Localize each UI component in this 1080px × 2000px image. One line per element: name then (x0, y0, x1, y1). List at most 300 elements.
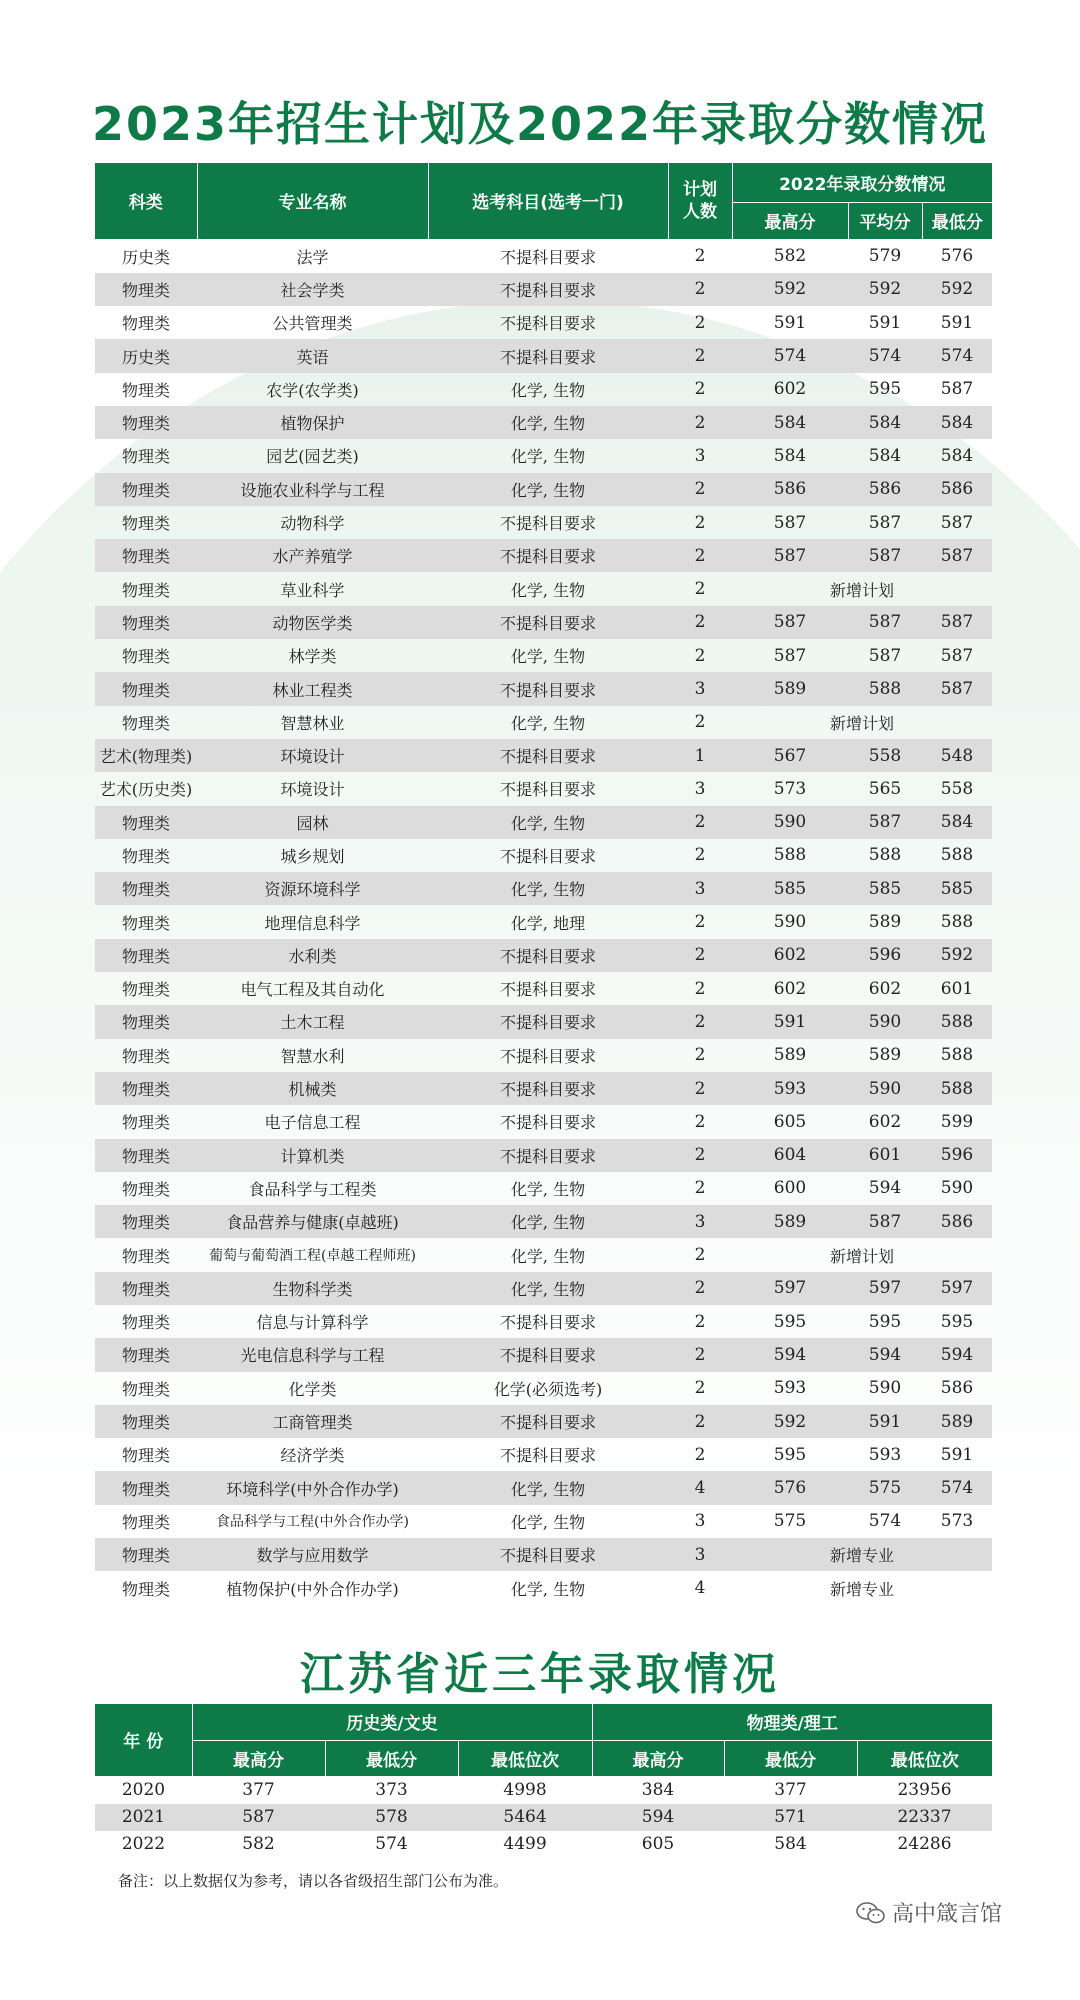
major-cell: 动物科学 (280, 514, 345, 534)
category-cell: 物理类 (95, 939, 197, 972)
table-row (95, 806, 992, 839)
major-cell: 电子信息工程 (264, 1113, 361, 1133)
subject-cell: 不提科目要求 (499, 1046, 596, 1066)
avg-score-cell: 587 (848, 1205, 922, 1238)
phys-rank-cell: 23956 (897, 1780, 952, 1800)
subject-cell: 化学, 生物 (510, 447, 586, 467)
avg-score-cell: 594 (868, 1178, 902, 1199)
subject-cell: 化学, 生物 (428, 473, 668, 506)
plan-count-cell: 2 (668, 339, 732, 372)
major-cell: 社会学类 (197, 273, 428, 306)
table-row (95, 539, 992, 572)
table-row (95, 972, 992, 1005)
min-score-cell: 558 (940, 778, 974, 799)
major-cell: 园艺(园艺类) (266, 447, 359, 467)
phys-min-cell: 571 (724, 1804, 857, 1831)
avg-score-cell: 587 (848, 606, 922, 639)
plan-count-cell: 2 (694, 379, 706, 400)
category-cell: 艺术(历史类) (99, 780, 193, 800)
hist-rank-cell: 4998 (503, 1780, 547, 1800)
category-cell: 物理类 (95, 406, 197, 439)
table-row (95, 406, 992, 439)
major-cell: 动物医学类 (197, 606, 428, 639)
subject-cell: 化学, 生物 (510, 1179, 586, 1199)
min-score-cell: 587 (922, 539, 992, 572)
table-row (95, 1238, 992, 1271)
max-score-cell: 593 (773, 1378, 807, 1399)
major-cell: 城乡规划 (280, 846, 345, 866)
major-cell: 环境设计 (197, 739, 428, 772)
min-score-cell: 586 (922, 473, 992, 506)
category-cell: 物理类 (95, 672, 197, 705)
major-cell: 生物科学类 (197, 1272, 428, 1305)
major-cell: 经济学类 (280, 1446, 345, 1466)
category-cell: 艺术(物理类) (95, 739, 197, 772)
subject-cell: 不提科目要求 (428, 1405, 668, 1438)
min-score-cell: 588 (940, 1045, 974, 1066)
avg-score-cell: 575 (848, 1471, 922, 1504)
avg-score-cell: 596 (848, 939, 922, 972)
plan-count-cell: 2 (668, 1405, 732, 1438)
table-row (95, 939, 992, 972)
plan-count-cell: 2 (694, 1045, 706, 1066)
major-cell: 园林 (197, 806, 428, 839)
hist-max-cell: 582 (242, 1834, 275, 1854)
hist-min-cell: 574 (375, 1834, 408, 1854)
major-cell: 资源环境科学 (197, 872, 428, 905)
max-score-cell: 593 (732, 1072, 848, 1105)
table-row (95, 1039, 992, 1072)
subject-cell: 化学, 生物 (510, 1579, 586, 1599)
plan-count-cell: 2 (694, 1378, 706, 1399)
header-avg-score: 平均分 (848, 202, 922, 239)
avg-score-cell: 597 (848, 1272, 922, 1305)
plan-count-cell: 3 (668, 872, 732, 905)
avg-score-cell: 601 (848, 1139, 922, 1172)
max-score-cell: 567 (732, 739, 848, 772)
avg-score-cell: 584 (848, 406, 922, 439)
avg-score-cell: 593 (868, 1444, 902, 1465)
category-cell: 物理类 (121, 1446, 170, 1466)
subject-cell: 化学(必须选考) (493, 1379, 603, 1399)
plan-count-cell: 2 (668, 539, 732, 572)
avg-score-cell: 587 (848, 539, 922, 572)
major-cell: 草业科学 (280, 580, 345, 600)
subject-cell: 不提科目要求 (499, 980, 596, 1000)
hist-rank-cell: 4499 (503, 1834, 547, 1854)
plan-count-cell: 4 (668, 1471, 732, 1504)
table-row (95, 373, 992, 406)
plan-count-cell: 2 (694, 1311, 706, 1332)
table-row (95, 706, 992, 739)
avg-score-cell: 602 (868, 978, 902, 999)
major-cell: 水产养殖学 (197, 539, 428, 572)
max-score-cell: 589 (732, 672, 848, 705)
category-cell: 物理类 (121, 514, 170, 534)
header-plan-count-text: 计划 人数 (683, 179, 717, 222)
phys-max-cell: 384 (641, 1780, 675, 1800)
plan-count-cell: 2 (668, 1139, 732, 1172)
subject-cell: 化学, 生物 (428, 406, 668, 439)
category-cell: 物理类 (121, 846, 170, 866)
category-cell: 历史类 (121, 247, 170, 267)
plan-count-cell: 2 (694, 912, 706, 933)
table-row (95, 1205, 992, 1238)
max-score-cell: 591 (773, 312, 807, 333)
max-score-cell: 584 (773, 445, 807, 466)
min-score-cell: 592 (922, 273, 992, 306)
status-note-cell: 新增计划 (829, 1246, 894, 1266)
max-score-cell: 587 (732, 539, 848, 572)
max-score-cell: 595 (773, 1444, 807, 1465)
major-cell: 电气工程及其自动化 (240, 980, 385, 1000)
subject-cell: 不提科目要求 (499, 846, 596, 866)
category-cell: 物理类 (95, 606, 197, 639)
subject-cell: 化学, 生物 (428, 872, 668, 905)
category-cell: 物理类 (121, 1046, 170, 1066)
plan-count-cell: 2 (694, 845, 706, 866)
status-note-cell: 新增专业 (732, 1538, 992, 1571)
subject-cell: 不提科目要求 (428, 606, 668, 639)
avg-score-cell: 591 (848, 1405, 922, 1438)
max-score-cell: 594 (732, 1338, 848, 1371)
subject-cell: 不提科目要求 (428, 939, 668, 972)
major-cell: 化学类 (288, 1379, 337, 1399)
table-row (95, 672, 992, 705)
min-score-cell: 592 (922, 939, 992, 972)
hist-max-cell: 587 (192, 1804, 325, 1831)
subject-cell: 不提科目要求 (499, 1446, 596, 1466)
min-score-cell: 587 (940, 512, 974, 533)
category-cell: 物理类 (121, 1512, 170, 1532)
plan-count-cell: 2 (668, 1005, 732, 1038)
max-score-cell: 592 (732, 1405, 848, 1438)
min-score-cell: 590 (940, 1178, 974, 1199)
category-cell: 物理类 (121, 447, 170, 467)
hist-max-cell: 377 (242, 1780, 275, 1800)
watermark-text: 高中箴言馆 (892, 1902, 1003, 1927)
table-row (95, 1471, 992, 1504)
subject-cell: 不提科目要求 (428, 1538, 668, 1571)
plan-count-cell: 2 (668, 406, 732, 439)
watermark (856, 1897, 1002, 1928)
plan-count-cell: 3 (668, 1205, 732, 1238)
subject-cell: 不提科目要求 (428, 1072, 668, 1105)
max-score-cell: 573 (773, 778, 807, 799)
subject-cell: 不提科目要求 (428, 539, 668, 572)
subject-cell: 化学, 地理 (510, 913, 586, 933)
avg-score-cell: 565 (868, 778, 902, 799)
max-score-cell: 589 (773, 1045, 807, 1066)
plan-count-cell: 3 (668, 1538, 732, 1571)
avg-score-cell: 587 (848, 806, 922, 839)
min-score-cell: 573 (940, 1511, 974, 1532)
category-cell: 物理类 (95, 1005, 197, 1038)
avg-score-cell: 592 (848, 273, 922, 306)
major-cell: 环境科学(中外合作办学) (197, 1471, 428, 1504)
category-cell: 物理类 (95, 1272, 197, 1305)
min-score-cell: 588 (940, 845, 974, 866)
max-score-cell: 587 (773, 512, 807, 533)
header-history-group: 历史类/文史 (192, 1704, 592, 1740)
min-score-cell: 574 (922, 1471, 992, 1504)
phys-rank-cell: 24286 (897, 1834, 952, 1854)
avg-score-cell: 595 (868, 379, 902, 400)
plan-count-cell: 3 (668, 672, 732, 705)
max-score-cell: 590 (773, 912, 807, 933)
table-row (95, 1505, 992, 1538)
avg-score-cell: 589 (868, 912, 902, 933)
plan-count-cell: 2 (668, 273, 732, 306)
page-title: 2023年招生计划及2022年录取分数情况 (91, 97, 989, 151)
avg-score-cell: 587 (868, 512, 902, 533)
header-hist-rank: 最低位次 (458, 1740, 592, 1776)
plan-count-cell: 3 (694, 445, 706, 466)
category-cell: 物理类 (121, 913, 170, 933)
hist-min-cell: 373 (375, 1780, 408, 1800)
plan-count-cell: 2 (694, 246, 706, 267)
min-score-cell: 548 (922, 739, 992, 772)
max-score-cell: 588 (773, 845, 807, 866)
max-score-cell: 576 (732, 1471, 848, 1504)
status-note-cell: 新增计划 (829, 713, 894, 733)
subject-cell: 不提科目要求 (428, 739, 668, 772)
category-cell: 物理类 (121, 380, 170, 400)
major-cell: 植物保护(中外合作办学) (226, 1579, 399, 1599)
table-row (95, 473, 992, 506)
plan-count-cell: 3 (694, 1511, 706, 1532)
header-plan-count (668, 163, 732, 239)
footnote: 备注：以上数据仅为参考，请以各省级招生部门公布为准。 (118, 1872, 509, 1890)
plan-count-cell: 2 (668, 939, 732, 972)
max-score-cell: 582 (773, 246, 807, 267)
major-cell: 土木工程 (197, 1005, 428, 1038)
table-row (95, 1338, 992, 1371)
category-cell: 物理类 (95, 1538, 197, 1571)
max-score-cell: 602 (732, 939, 848, 972)
max-score-cell: 586 (732, 473, 848, 506)
avg-score-cell: 587 (868, 645, 902, 666)
subject-cell: 不提科目要求 (428, 672, 668, 705)
avg-score-cell: 595 (868, 1311, 902, 1332)
year-cell: 2021 (95, 1804, 192, 1831)
category-cell: 物理类 (95, 473, 197, 506)
avg-score-cell: 590 (848, 1072, 922, 1105)
category-cell: 物理类 (95, 872, 197, 905)
category-cell: 物理类 (95, 1072, 197, 1105)
plan-count-cell: 2 (694, 1444, 706, 1465)
avg-score-cell: 588 (848, 672, 922, 705)
category-cell: 物理类 (121, 580, 170, 600)
major-cell: 食品科学与工程类 (248, 1179, 377, 1199)
min-score-cell: 596 (922, 1139, 992, 1172)
min-score-cell: 594 (922, 1338, 992, 1371)
table-row (95, 739, 992, 772)
plan-count-cell: 2 (694, 978, 706, 999)
avg-score-cell: 602 (868, 1111, 902, 1132)
min-score-cell: 597 (922, 1272, 992, 1305)
category-cell: 物理类 (95, 806, 197, 839)
min-score-cell: 586 (922, 1205, 992, 1238)
subject-cell: 不提科目要求 (428, 273, 668, 306)
min-score-cell: 589 (922, 1405, 992, 1438)
category-cell: 物理类 (95, 1205, 197, 1238)
header-major: 专业名称 (197, 163, 428, 239)
min-score-cell: 587 (922, 606, 992, 639)
header-subject: 选考科目(选考一门) (428, 163, 668, 239)
history-admission-table (95, 1704, 992, 1858)
header-year: 年 份 (95, 1704, 192, 1776)
subject-cell: 不提科目要求 (428, 339, 668, 372)
plan-count-cell: 2 (668, 1272, 732, 1305)
avg-score-cell: 594 (848, 1338, 922, 1371)
plan-count-cell: 2 (694, 712, 706, 733)
major-cell: 水利类 (197, 939, 428, 972)
category-cell: 物理类 (121, 647, 170, 667)
table-row (95, 1571, 992, 1604)
min-score-cell: 586 (940, 1378, 974, 1399)
max-score-cell: 587 (732, 606, 848, 639)
min-score-cell: 588 (940, 912, 974, 933)
major-cell: 英语 (197, 339, 428, 372)
min-score-cell: 574 (922, 339, 992, 372)
major-cell: 智慧林业 (280, 713, 345, 733)
header-max-score: 最高分 (732, 202, 848, 239)
subject-cell: 不提科目要求 (499, 1313, 596, 1333)
subject-cell: 不提科目要求 (499, 514, 596, 534)
category-cell: 物理类 (95, 1471, 197, 1504)
subject-cell: 不提科目要求 (499, 780, 596, 800)
admission-plan-table (95, 163, 992, 1605)
subject-cell: 不提科目要求 (428, 1338, 668, 1371)
min-score-cell: 576 (940, 246, 974, 267)
min-score-cell: 601 (940, 978, 974, 999)
subject-cell: 化学, 生物 (510, 647, 586, 667)
subject-cell: 化学, 生物 (428, 806, 668, 839)
min-score-cell: 591 (940, 1444, 974, 1465)
max-score-cell: 605 (773, 1111, 807, 1132)
wechat-icon (856, 1901, 886, 1925)
plan-count-cell: 2 (694, 1178, 706, 1199)
table-row (95, 905, 992, 938)
table-row (95, 273, 992, 306)
subject-cell: 不提科目要求 (428, 1005, 668, 1038)
avg-score-cell: 591 (868, 312, 902, 333)
major-cell: 信息与计算科学 (256, 1313, 369, 1333)
phys-max-cell: 605 (641, 1834, 675, 1854)
category-cell: 物理类 (121, 980, 170, 1000)
table-row (95, 1438, 992, 1471)
avg-score-cell: 590 (868, 1378, 902, 1399)
avg-score-cell: 574 (868, 1511, 902, 1532)
history-row (95, 1804, 992, 1831)
table-row (95, 1105, 992, 1138)
subject-cell: 化学, 生物 (428, 1272, 668, 1305)
table-row (95, 1538, 992, 1571)
category-cell: 物理类 (121, 713, 170, 733)
major-cell: 林业工程类 (197, 672, 428, 705)
plan-count-cell: 4 (694, 1578, 706, 1599)
plan-count-cell: 2 (694, 512, 706, 533)
min-score-cell: 585 (922, 872, 992, 905)
avg-score-cell: 579 (868, 246, 902, 267)
table-row (95, 1172, 992, 1205)
min-score-cell: 591 (940, 312, 974, 333)
table-row (95, 1372, 992, 1405)
max-score-cell: 574 (732, 339, 848, 372)
avg-score-cell: 584 (868, 445, 902, 466)
major-cell: 光电信息科学与工程 (197, 1338, 428, 1371)
max-score-cell: 591 (732, 1005, 848, 1038)
table-row (95, 772, 992, 805)
table-row (95, 872, 992, 905)
major-cell: 食品营养与健康(卓越班) (197, 1205, 428, 1238)
plan-count-cell: 2 (668, 1072, 732, 1105)
max-score-cell: 589 (732, 1205, 848, 1238)
major-cell: 植物保护 (197, 406, 428, 439)
plan-count-cell: 2 (694, 1245, 706, 1266)
major-cell: 公共管理类 (272, 314, 353, 334)
avg-score-cell: 590 (848, 1005, 922, 1038)
category-cell: 物理类 (95, 1405, 197, 1438)
category-cell: 物理类 (121, 1379, 170, 1399)
table-row (95, 572, 992, 605)
category-cell: 物理类 (95, 1338, 197, 1371)
phys-rank-cell: 22337 (857, 1804, 992, 1831)
max-score-cell: 595 (773, 1311, 807, 1332)
header-phys-rank: 最低位次 (857, 1740, 992, 1776)
max-score-cell: 592 (732, 273, 848, 306)
min-score-cell: 595 (940, 1311, 974, 1332)
major-cell: 计算机类 (197, 1139, 428, 1172)
avg-score-cell: 585 (848, 872, 922, 905)
table-row (95, 1072, 992, 1105)
category-cell: 历史类 (95, 339, 197, 372)
category-cell: 物理类 (95, 273, 197, 306)
major-cell: 环境设计 (280, 780, 345, 800)
table-row (95, 506, 992, 539)
plan-count-cell: 2 (668, 1338, 732, 1371)
category-cell: 物理类 (121, 1579, 170, 1599)
plan-count-cell: 2 (668, 806, 732, 839)
min-score-cell: 587 (922, 672, 992, 705)
avg-score-cell: 574 (848, 339, 922, 372)
subject-cell: 化学, 生物 (510, 580, 586, 600)
status-note-cell: 新增计划 (829, 580, 894, 600)
header-hist-max: 最高分 (192, 1740, 325, 1776)
history-title: 江苏省近三年录取情况 (300, 1649, 780, 1700)
category-cell: 物理类 (121, 1313, 170, 1333)
max-score-cell: 597 (732, 1272, 848, 1305)
header-phys-min: 最低分 (724, 1740, 857, 1776)
table-row (95, 839, 992, 872)
category-cell: 物理类 (121, 314, 170, 334)
avg-score-cell: 588 (868, 845, 902, 866)
max-score-cell: 584 (732, 406, 848, 439)
subject-cell: 不提科目要求 (499, 247, 596, 267)
max-score-cell: 604 (732, 1139, 848, 1172)
plan-count-cell: 2 (694, 312, 706, 333)
major-cell: 葡萄与葡萄酒工程(卓越工程师班) (209, 1248, 416, 1265)
min-score-cell: 584 (922, 806, 992, 839)
hist-rank-cell: 5464 (458, 1804, 592, 1831)
major-cell: 林学类 (288, 647, 337, 667)
major-cell: 地理信息科学 (264, 913, 361, 933)
table-row (95, 239, 992, 273)
table-row (95, 1272, 992, 1305)
history-row (95, 1776, 992, 1804)
plan-count-cell: 2 (668, 606, 732, 639)
